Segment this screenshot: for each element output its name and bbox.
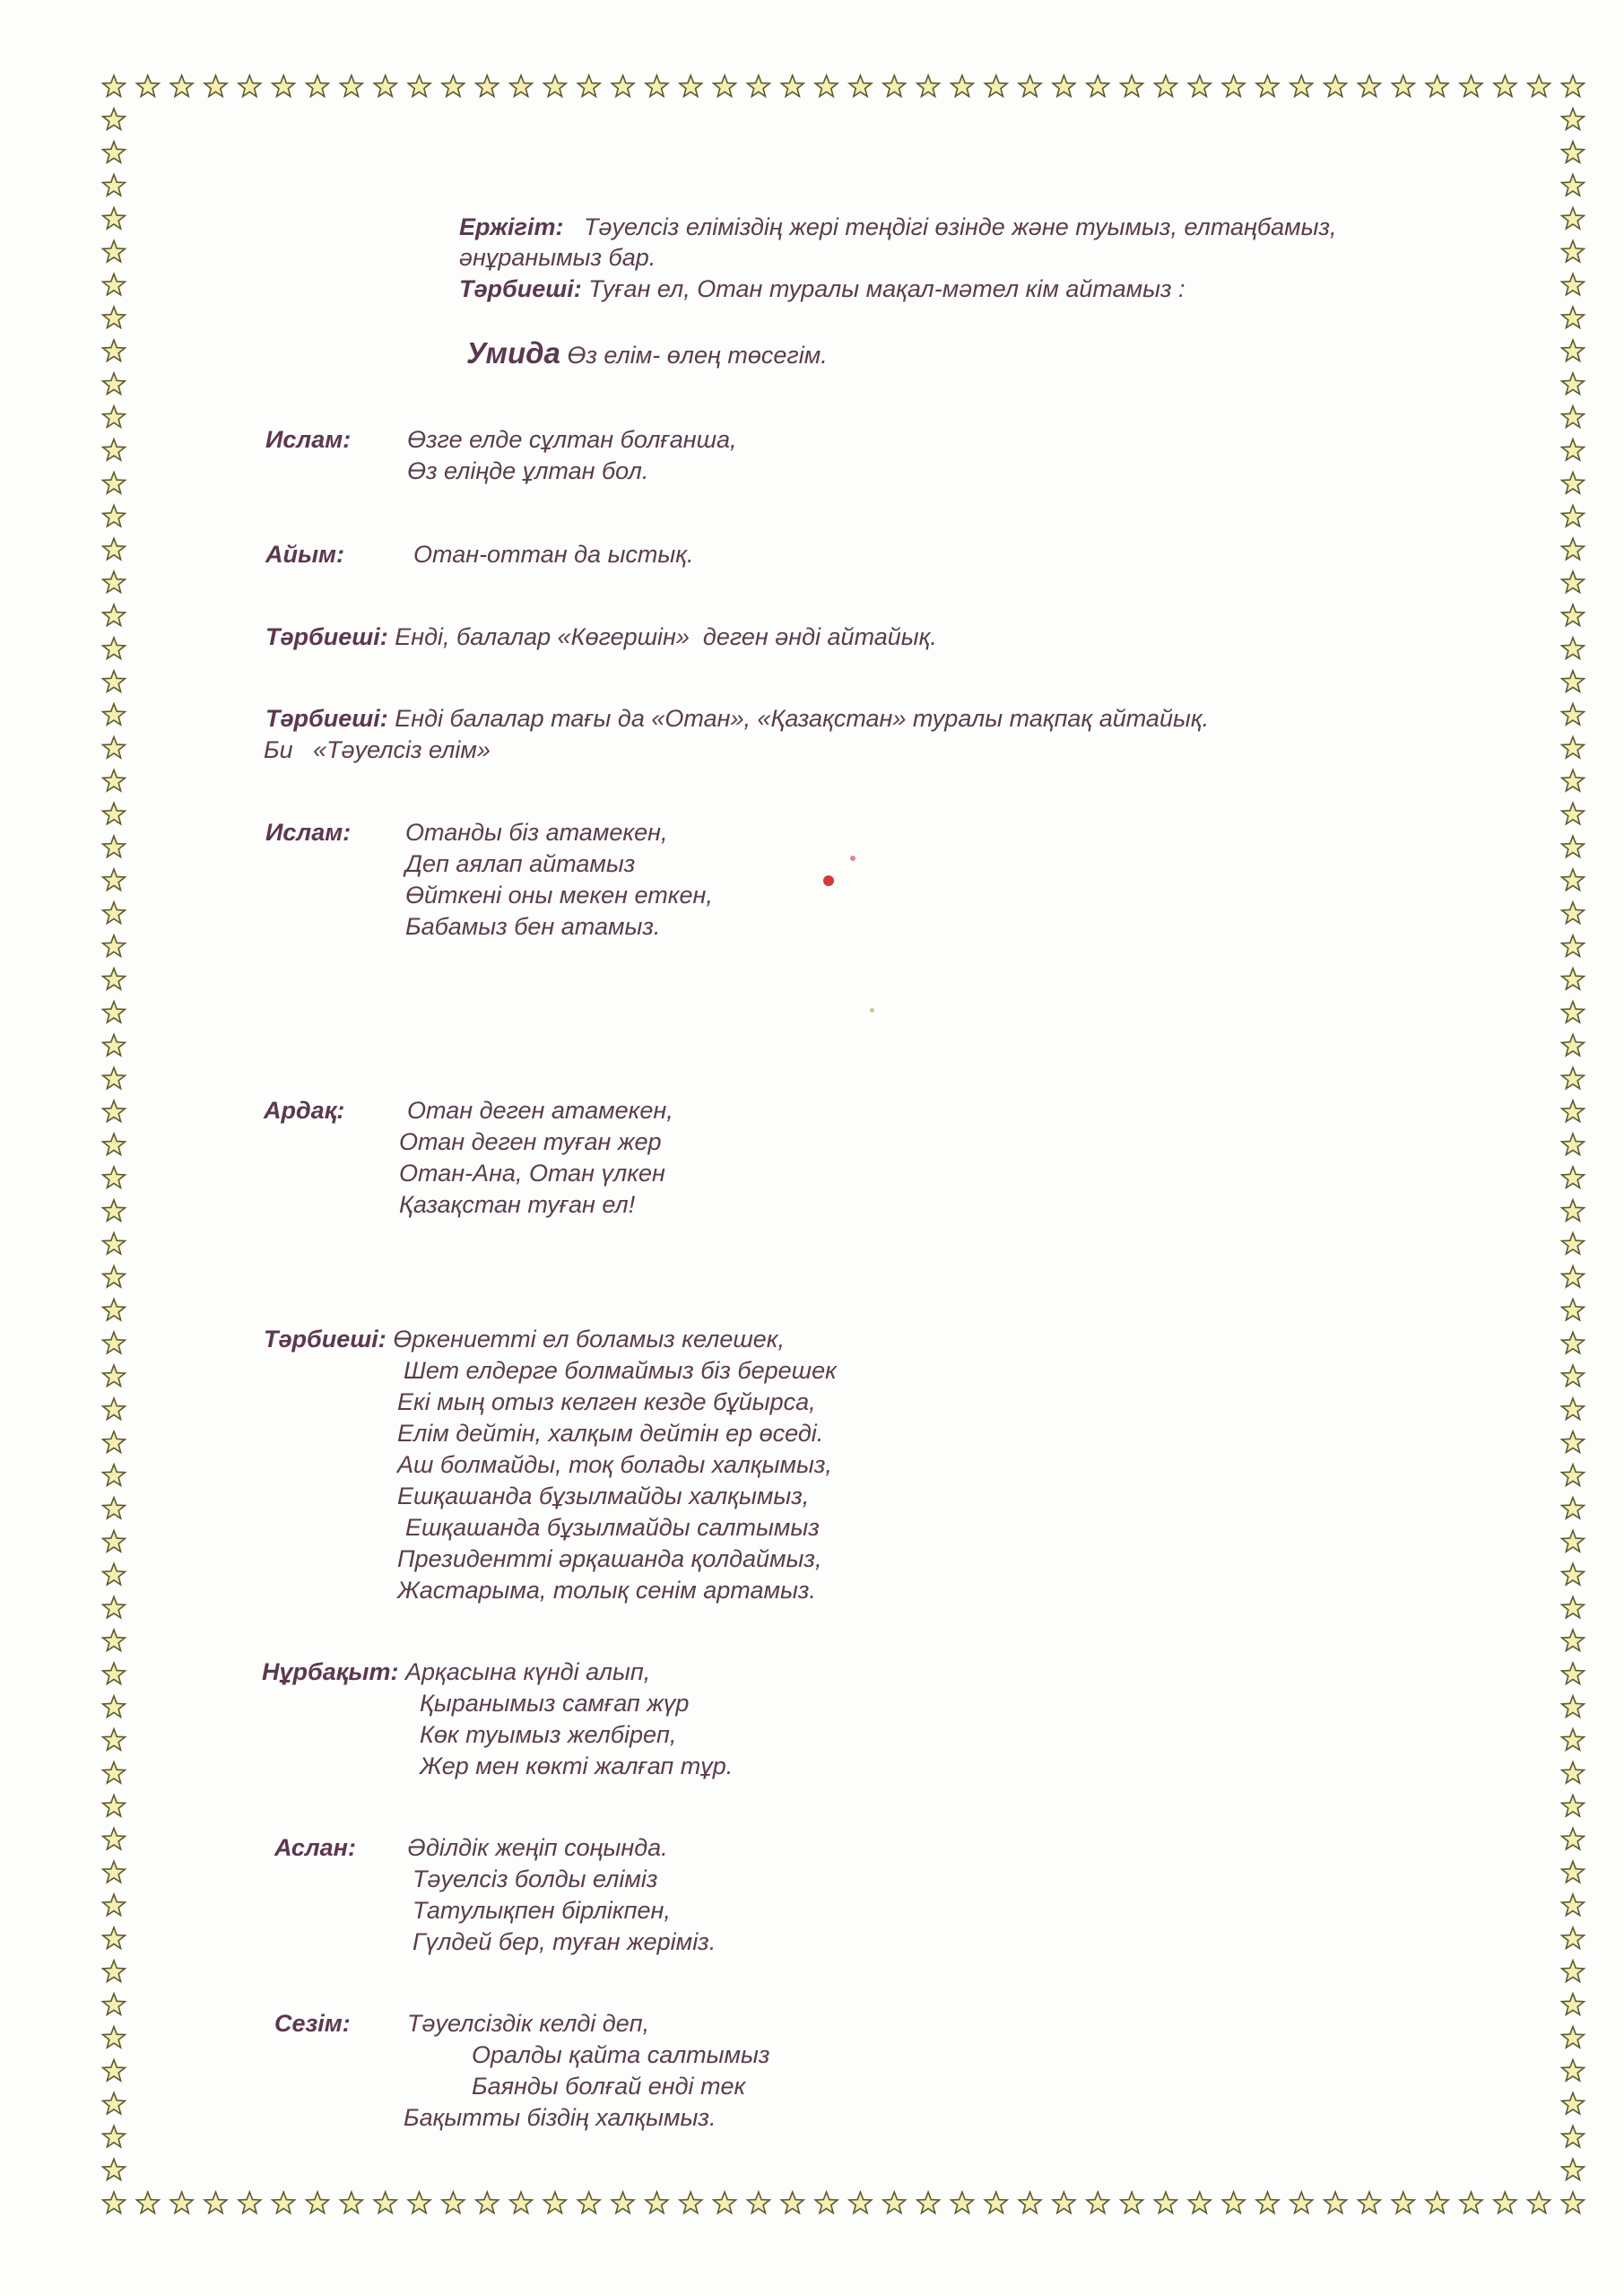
star-icon	[1562, 175, 1585, 196]
line-text: Отан деген туған жер	[399, 1128, 662, 1155]
star-icon	[1562, 2060, 1585, 2082]
star-icon	[1562, 208, 1585, 230]
script-line	[459, 274, 1185, 304]
star-icon	[1562, 1927, 1585, 1949]
star-icon	[1562, 2126, 1585, 2147]
star-icon	[103, 1762, 126, 1784]
star-icon	[103, 240, 126, 262]
star-icon	[442, 2192, 465, 2213]
star-icon	[103, 1861, 126, 1883]
star-icon	[204, 75, 227, 97]
star-icon	[1562, 1994, 1585, 2015]
speaker-name: Ардақ:	[264, 1097, 345, 1124]
star-icon	[612, 2192, 634, 2213]
star-icon	[1562, 1696, 1585, 1718]
star-icon	[578, 75, 600, 97]
star-icon	[103, 142, 126, 163]
star-icon	[985, 75, 1007, 97]
line-text: Өз елім- өлең төсегім.	[567, 342, 828, 369]
star-icon	[103, 704, 126, 726]
line-text: Отан-оттан да ыстық.	[413, 541, 694, 568]
star-icon	[985, 2192, 1007, 2213]
line-text: Тәуелсіз болды еліміз	[413, 1866, 658, 1892]
line-text: Арқасына күнді алып,	[405, 1658, 651, 1685]
star-icon	[1562, 1034, 1585, 1056]
star-icon	[646, 75, 668, 97]
star-icon	[1155, 2192, 1177, 2213]
speaker-name: Умида	[466, 336, 560, 370]
star-icon	[1562, 406, 1585, 428]
star-icon	[103, 1729, 126, 1751]
star-icon	[103, 473, 126, 494]
star-icon	[1562, 1167, 1585, 1188]
star-icon	[374, 2192, 396, 2213]
star-icon	[1562, 1596, 1585, 1618]
star-icon	[1562, 2159, 1585, 2180]
star-icon	[239, 75, 261, 97]
script-line	[466, 338, 828, 370]
line-text: Бақытты біздің халқымыз.	[404, 2104, 716, 2131]
star-icon	[1562, 1630, 1585, 1651]
star-icon	[1562, 1398, 1585, 1420]
star-icon	[1562, 571, 1585, 593]
star-icon	[1290, 75, 1313, 97]
star-icon	[1562, 704, 1585, 726]
star-icon	[103, 75, 126, 97]
star-icon	[103, 1398, 126, 1420]
star-icon	[103, 1266, 126, 1288]
star-icon	[103, 175, 126, 196]
star-icon	[137, 2192, 160, 2213]
star-icon	[1222, 2192, 1245, 2213]
star-icon	[1359, 75, 1381, 97]
scan-speck	[850, 856, 855, 861]
scan-speck	[823, 875, 834, 886]
script-line	[459, 212, 1337, 242]
star-icon	[714, 2192, 736, 2213]
star-icon	[103, 1067, 126, 1089]
script-line	[265, 703, 1209, 734]
star-icon	[103, 109, 126, 129]
star-icon	[442, 75, 465, 97]
star-icon	[103, 2027, 126, 2048]
star-icon	[1256, 75, 1279, 97]
star-icon	[1324, 75, 1347, 97]
line-text: Отан-Ана, Отан үлкен	[399, 1160, 665, 1187]
star-icon	[103, 1167, 126, 1188]
star-icon	[103, 604, 126, 626]
star-icon	[1155, 75, 1177, 97]
star-icon	[1562, 1002, 1585, 1023]
star-icon	[204, 2192, 227, 2213]
star-icon	[1562, 1200, 1585, 1222]
line-text: әнұранымыз бар.	[459, 244, 656, 271]
line-text: Президентті әрқашанда қолдаймыз,	[397, 1545, 822, 1572]
star-icon	[103, 406, 126, 428]
star-icon	[103, 1663, 126, 1684]
star-icon	[510, 75, 533, 97]
star-icon	[103, 505, 126, 526]
star-icon	[1562, 1861, 1585, 1883]
star-icon	[714, 75, 736, 97]
star-icon	[103, 2060, 126, 2082]
speaker-name: Айым:	[265, 541, 345, 568]
star-icon	[1562, 1563, 1585, 1585]
star-icon	[170, 2192, 193, 2213]
star-icon	[307, 75, 329, 97]
star-icon	[1494, 75, 1516, 97]
star-icon	[103, 1299, 126, 1320]
star-icon	[1562, 473, 1585, 494]
line-text: Тәуелсіздік келді деп,	[407, 2010, 650, 2037]
star-icon	[476, 2192, 499, 2213]
star-icon	[103, 1465, 126, 1486]
line-text: Би «Тәуелсіз елім»	[264, 736, 491, 763]
star-icon	[1562, 1663, 1585, 1684]
star-icon	[103, 770, 126, 791]
star-icon	[103, 1100, 126, 1122]
star-icon	[170, 75, 193, 97]
line-text: Шет елдерге болмаймыз біз берешек	[404, 1357, 837, 1384]
star-icon	[103, 902, 126, 924]
star-icon	[273, 2192, 295, 2213]
line-text: Екі мың отыз келген кезде бұйырса,	[397, 1388, 816, 1415]
star-icon	[103, 1134, 126, 1155]
speaker-name: Тәрбиеші:	[265, 705, 388, 732]
star-icon	[1562, 1961, 1585, 1982]
star-icon	[1426, 2192, 1448, 2213]
speaker-name: Сезім:	[274, 2010, 351, 2037]
speaker-name: Тәрбиеші:	[264, 1326, 386, 1352]
star-icon	[307, 2192, 329, 2213]
star-icon	[1562, 1134, 1585, 1155]
star-icon	[1562, 1729, 1585, 1751]
star-icon	[1562, 803, 1585, 824]
star-icon	[1562, 1796, 1585, 1817]
star-icon	[1222, 75, 1245, 97]
star-icon	[1562, 638, 1585, 659]
star-icon	[1562, 1266, 1585, 1288]
star-icon	[103, 1927, 126, 1949]
line-text: Отан деген атамекен,	[407, 1097, 673, 1124]
line-text: Ешқашанда бұзылмайды халқымыз,	[397, 1483, 810, 1509]
speaker-name: Нұрбақыт:	[262, 1658, 399, 1685]
line-text: Тәуелсіз еліміздің жері теңдігі өзінде және туымыз, елтаңбамыз,	[583, 213, 1337, 240]
line-text: Өйткені оны мекен еткен,	[405, 882, 713, 909]
star-icon	[374, 75, 396, 97]
star-icon	[1562, 1233, 1585, 1255]
star-icon	[510, 2192, 533, 2213]
star-icon	[1087, 75, 1109, 97]
star-icon	[1188, 2192, 1211, 2213]
speaker-name: Ержігіт:	[459, 213, 564, 240]
star-icon	[1528, 2192, 1550, 2213]
line-text: Гүлдей бер, туған жеріміз.	[413, 1928, 716, 1955]
star-icon	[1562, 1100, 1585, 1122]
star-icon	[103, 373, 126, 395]
star-icon	[1562, 2192, 1585, 2213]
star-icon	[1562, 240, 1585, 262]
star-icon	[1494, 2192, 1516, 2213]
star-icon	[103, 1332, 126, 1353]
star-icon	[1256, 2192, 1279, 2213]
star-icon	[103, 1696, 126, 1718]
star-icon	[103, 2192, 126, 2213]
script-line	[262, 1657, 650, 1687]
star-icon	[1562, 1894, 1585, 1916]
star-icon	[1562, 1365, 1585, 1387]
star-icon	[341, 75, 363, 97]
star-icon	[1562, 109, 1585, 129]
star-icon	[917, 2192, 940, 2213]
star-icon	[1324, 2192, 1347, 2213]
star-icon	[103, 2159, 126, 2180]
star-icon	[748, 2192, 770, 2213]
star-icon	[1562, 869, 1585, 891]
star-icon	[103, 538, 126, 560]
star-icon	[1562, 2092, 1585, 2114]
line-text: Деп аялап айтамыз	[405, 850, 636, 877]
star-icon	[951, 75, 974, 97]
star-icon	[103, 1365, 126, 1387]
star-icon	[1562, 1299, 1585, 1320]
line-text: Татулықпен бірлікпен,	[413, 1897, 671, 1924]
star-icon	[103, 307, 126, 328]
star-icon	[1562, 935, 1585, 957]
star-icon	[1562, 737, 1585, 759]
star-icon	[815, 75, 838, 97]
star-icon	[748, 75, 770, 97]
star-icon	[1188, 75, 1211, 97]
star-icon	[917, 75, 940, 97]
line-text: Елім дейтін, халқым дейтін ер өседі.	[397, 1420, 824, 1447]
line-text: Өз еліңде ұлтан бол.	[407, 457, 649, 484]
script-line	[264, 1324, 785, 1354]
star-icon	[612, 75, 634, 97]
star-icon	[1053, 2192, 1075, 2213]
star-icon	[1562, 340, 1585, 361]
speaker-name: Аслан:	[274, 1834, 356, 1861]
star-icon	[1562, 1465, 1585, 1486]
star-icon	[1562, 274, 1585, 295]
star-icon	[1290, 2192, 1313, 2213]
star-icon	[1562, 770, 1585, 791]
star-icon	[680, 75, 702, 97]
star-icon	[103, 737, 126, 759]
star-icon	[1562, 439, 1585, 460]
star-icon	[103, 340, 126, 361]
star-icon	[1053, 75, 1075, 97]
star-icon	[239, 2192, 261, 2213]
star-icon	[1562, 142, 1585, 163]
star-icon	[103, 1431, 126, 1453]
star-icon	[951, 2192, 974, 2213]
star-icon	[578, 2192, 600, 2213]
star-icon	[1562, 1067, 1585, 1089]
star-icon	[781, 2192, 803, 2213]
star-icon	[103, 571, 126, 593]
star-icon	[1562, 1828, 1585, 1848]
line-text: Енді, балалар «Көгершін» деген әнді айтайық.	[395, 623, 937, 650]
star-icon	[1562, 1332, 1585, 1353]
star-icon	[849, 2192, 872, 2213]
star-icon	[103, 803, 126, 824]
star-icon	[103, 1233, 126, 1255]
star-icon	[341, 2192, 363, 2213]
star-icon	[103, 836, 126, 857]
star-icon	[103, 1994, 126, 2015]
star-icon	[103, 2126, 126, 2147]
star-icon	[1562, 1531, 1585, 1552]
star-icon	[408, 75, 430, 97]
line-text: Қазақстан туған ел!	[399, 1191, 636, 1218]
star-icon	[273, 75, 295, 97]
star-icon	[1121, 75, 1143, 97]
star-icon	[544, 75, 567, 97]
star-icon	[1019, 75, 1041, 97]
star-icon	[103, 969, 126, 990]
star-icon	[1562, 1498, 1585, 1519]
star-icon	[103, 274, 126, 295]
star-icon	[1121, 2192, 1143, 2213]
star-icon	[103, 1200, 126, 1222]
line-text: Өзге елде сұлтан болғанша,	[407, 426, 737, 453]
star-icon	[883, 2192, 906, 2213]
star-icon	[815, 2192, 838, 2213]
star-icon	[103, 1034, 126, 1056]
star-icon	[646, 2192, 668, 2213]
star-icon	[137, 75, 160, 97]
line-text: Оралды қайта салтымыз	[472, 2041, 770, 2068]
star-icon	[103, 869, 126, 891]
star-icon	[1562, 671, 1585, 692]
star-icon	[103, 2092, 126, 2114]
line-text: Қыранымыз самғап жүр	[420, 1690, 690, 1717]
line-text: Туған ел, Отан туралы мақал-мәтел кім айтамыз :	[588, 275, 1185, 302]
star-icon	[103, 1596, 126, 1618]
star-icon	[1562, 969, 1585, 990]
script-line	[265, 622, 937, 652]
star-icon	[1528, 75, 1550, 97]
line-text: Енді балалар тағы да «Отан», «Қазақстан» туралы тақпақ айтайық.	[395, 705, 1210, 732]
star-icon	[103, 439, 126, 460]
star-icon	[1562, 836, 1585, 857]
speaker-name: Тәрбиеші:	[265, 623, 388, 650]
speaker-name: Тәрбиеші:	[459, 275, 582, 302]
line-text: Отанды біз атамекен,	[405, 819, 668, 846]
star-icon	[1087, 2192, 1109, 2213]
line-text: Жер мен көкті жалғап тұр.	[420, 1752, 734, 1779]
star-icon	[1562, 2027, 1585, 2048]
star-icon	[103, 1630, 126, 1651]
star-icon	[408, 2192, 430, 2213]
star-icon	[1393, 75, 1415, 97]
star-icon	[103, 1498, 126, 1519]
line-text: Әділдік жеңіп соңында.	[407, 1834, 668, 1861]
line-text: Аш болмайды, тоқ болады халқымыз,	[397, 1451, 832, 1478]
star-icon	[1393, 2192, 1415, 2213]
star-icon	[103, 935, 126, 957]
line-text: Ешқашанда бұзылмайды салтымыз	[405, 1514, 820, 1541]
star-icon	[103, 1531, 126, 1552]
star-icon	[1426, 75, 1448, 97]
star-icon	[1562, 373, 1585, 395]
line-text: Көк туымыз желбіреп,	[420, 1721, 677, 1748]
star-icon	[1460, 75, 1482, 97]
star-icon	[1460, 2192, 1482, 2213]
star-icon	[103, 638, 126, 659]
speaker-name: Ислам:	[265, 819, 352, 846]
star-icon	[103, 208, 126, 230]
star-icon	[781, 75, 803, 97]
star-icon	[680, 2192, 702, 2213]
scan-speck	[870, 1008, 874, 1013]
star-icon	[103, 1002, 126, 1023]
star-icon	[103, 1828, 126, 1848]
star-icon	[883, 75, 906, 97]
line-text: Жастарыма, толық сенім артамыз.	[397, 1577, 816, 1604]
line-text: Бабамыз бен атамыз.	[405, 913, 661, 940]
star-icon	[1359, 2192, 1381, 2213]
line-text: Баянды болғай енді тек	[472, 2073, 746, 2100]
star-icon	[103, 1894, 126, 1916]
star-icon	[544, 2192, 567, 2213]
script-line	[459, 242, 656, 273]
star-icon	[1019, 2192, 1041, 2213]
speaker-name: Ислам:	[265, 426, 352, 453]
star-icon	[476, 75, 499, 97]
star-icon	[1562, 902, 1585, 924]
star-icon	[1562, 75, 1585, 97]
star-icon	[1562, 604, 1585, 626]
star-icon	[103, 1563, 126, 1585]
star-icon	[1562, 307, 1585, 328]
star-icon	[1562, 1431, 1585, 1453]
star-icon	[849, 75, 872, 97]
star-icon	[103, 1796, 126, 1817]
line-text: Өркениетті ел боламыз келешек,	[393, 1326, 786, 1352]
star-icon	[103, 671, 126, 692]
star-icon	[1562, 505, 1585, 526]
star-icon	[1562, 538, 1585, 560]
star-icon	[1562, 1762, 1585, 1784]
star-icon	[103, 1961, 126, 1982]
